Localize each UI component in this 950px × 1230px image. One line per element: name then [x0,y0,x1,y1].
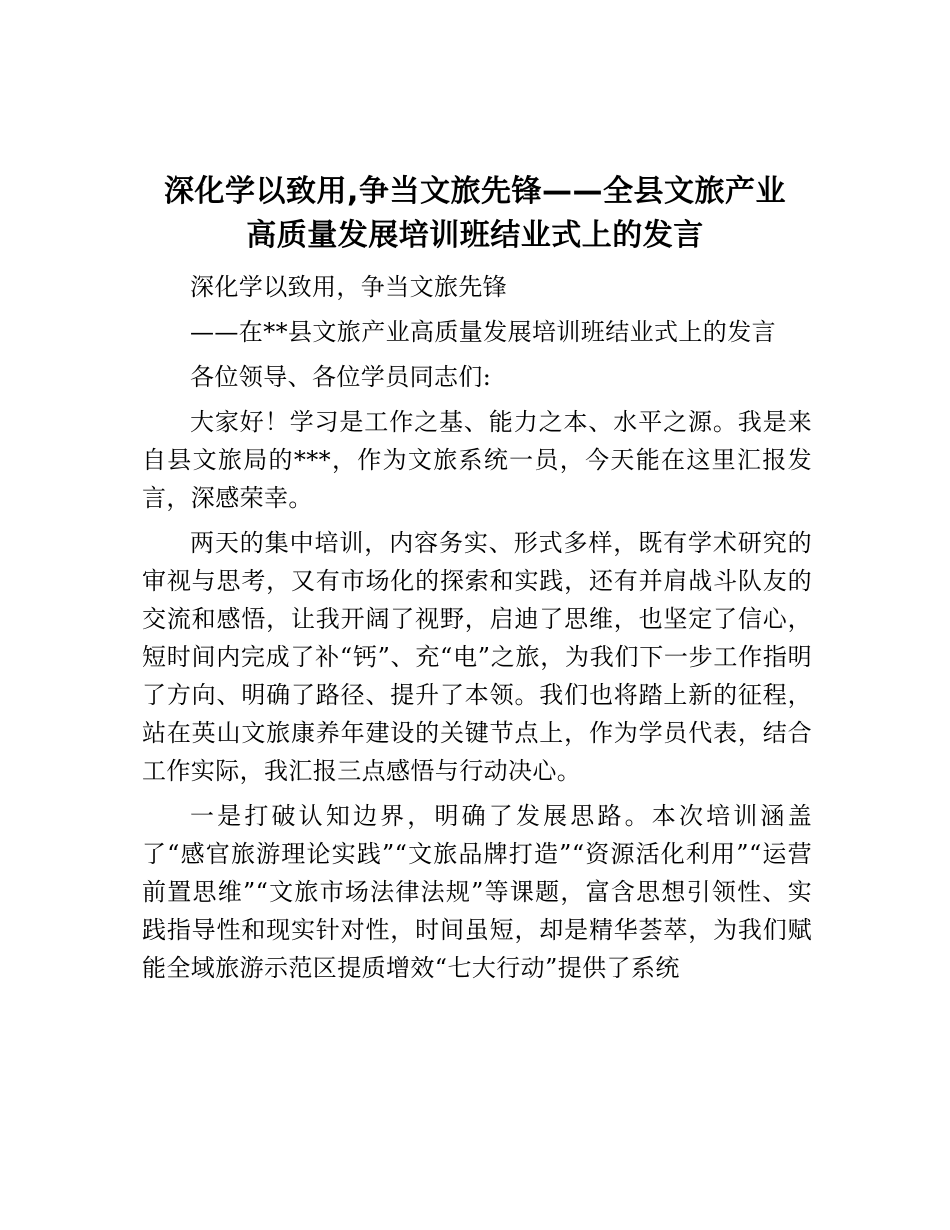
speech-subtitle-paragraph: ——在**县文旅产业高质量发展培训班结业式上的发言 [190,318,776,346]
speech-title-paragraph: 深化学以致用，争当文旅先锋 [190,273,508,301]
document-title-line-2: 高质量发展培训班结业式上的发言 [246,218,704,253]
salutation-paragraph: 各位领导、各位学员同志们: [190,363,492,391]
document-title-line-1: 深化学以致用,争当文旅先锋——全县文旅产业 [164,174,786,209]
point-one-paragraph: 一是打破认知边界，明确了发展思路。本次培训涵盖了“感官旅游理论实践”“文旅品牌打造”“资源活化利用”“运营前置思维”“文旅市场法律法规”等课题，富含思想引领性、实践指导性和现实针对性，时间虽短，却是精华荟萃，为我们赋能全域旅游示范区提质增效“七大行动”提供了系统 [142,802,812,982]
opening-paragraph: 大家好！学习是工作之基、能力之本、水平之源。我是来自县文旅局的***，作为文旅系统一员，今天能在这里汇报发言，深感荣幸。 [142,408,812,512]
document-title [130,170,820,258]
document-body [142,268,812,994]
training-summary-paragraph: 两天的集中培训，内容务实、形式多样，既有学术研究的审视与思考，又有市场化的探索和实践，还有并肩战斗队友的交流和感悟，让我开阔了视野，启迪了思维，也坚定了信心，短时间内完成了补“钙”、充“电”之旅，为我们下一步工作指明了方向、明确了路径、提升了本领。我们也将踏上新的征程，站在英山文旅康养年建设的关键节点上，作为学员代表，结合工作实际，我汇报三点感悟与行动决心。 [142,529,812,785]
